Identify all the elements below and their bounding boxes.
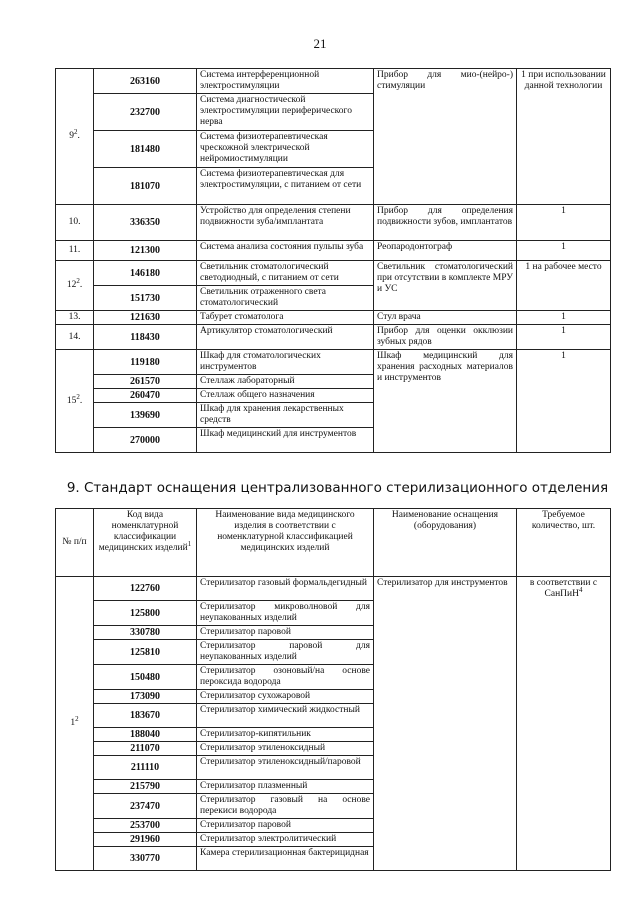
device-name: Устройство для определения степени подвижности зуба/имплантата <box>197 205 374 241</box>
required-quantity: 1 <box>517 325 611 350</box>
classification-code: 181070 <box>94 168 197 205</box>
table-row <box>56 205 611 241</box>
row-number: 13. <box>56 311 94 325</box>
classification-code: 183670 <box>94 704 197 728</box>
page-number: 21 <box>313 36 327 51</box>
classification-code: 263160 <box>94 69 197 94</box>
classification-code: 188040 <box>94 728 197 742</box>
device-name: Система физиотерапевтическая чрескожной электрической нейромиостимуляции <box>197 131 374 168</box>
device-name: Стерилизатор газовый формальдегидный <box>197 577 374 601</box>
row-number: $15^2$. <box>56 350 94 453</box>
classification-code: 125800 <box>94 601 197 626</box>
row-number: 14. <box>56 325 94 350</box>
table-row <box>56 241 611 261</box>
header-num: № п/п <box>56 509 94 577</box>
row-number: $12^2$. <box>56 261 94 311</box>
section-title: 9. Стандарт оснащения централизованного стерилизационного отделения <box>66 480 609 496</box>
device-name: Стерилизатор электролитический <box>197 833 374 847</box>
classification-code: 336350 <box>94 205 197 241</box>
equipment-name: Стерилизатор для инструментов <box>374 577 517 871</box>
device-name: Стеллаж общего назначения <box>197 389 374 403</box>
equipment-name: Реопародонтограф <box>374 241 517 261</box>
table-row <box>56 350 611 375</box>
classification-code: 151730 <box>94 286 197 311</box>
device-name: Система диагностической электростимуляции периферического нерва <box>197 94 374 131</box>
device-name: Светильник отраженного света стоматологический <box>197 286 374 311</box>
device-name: Стерилизатор озоновый/на основе пероксида водорода <box>197 665 374 690</box>
device-name: Светильник стоматологический светодиодный, с питанием от сети <box>197 261 374 286</box>
table-row <box>56 69 611 94</box>
device-name: Система физиотерапевтическая для электростимуляции, с питанием от сети <box>197 168 374 205</box>
device-name: Табурет стоматолога <box>197 311 374 325</box>
device-name: Шкаф для стоматологических инструментов <box>197 350 374 375</box>
equipment-name: Шкаф медицинский для хранения расходных материалов и инструментов <box>374 350 517 453</box>
classification-code: 119180 <box>94 350 197 375</box>
device-name: Система интерференционной электростимуляции <box>197 69 374 94</box>
required-quantity: 1 <box>517 350 611 453</box>
device-name: Стерилизатор этиленоксидный <box>197 742 374 756</box>
device-name: Стерилизатор газовый на основе перекиси водорода <box>197 794 374 819</box>
header-equipment: Наименование оснащения (оборудования) <box>374 509 517 577</box>
classification-code: 260470 <box>94 389 197 403</box>
classification-code: 330780 <box>94 626 197 640</box>
classification-code: 232700 <box>94 94 197 131</box>
device-name: Стеллаж лабораторный <box>197 375 374 389</box>
equipment-table-continued <box>55 68 611 453</box>
required-quantity: 1 <box>517 205 611 241</box>
device-name: Стерилизатор этиленоксидный/паровой <box>197 756 374 780</box>
classification-code: 211110 <box>94 756 197 780</box>
device-name: Камера стерилизационная бактерицидная <box>197 847 374 871</box>
required-quantity: в соответствии с СанПиН$^4$ <box>517 577 611 871</box>
device-name: Стерилизатор химический жидкостный <box>197 704 374 728</box>
classification-code: 330770 <box>94 847 197 871</box>
row-number: 10. <box>56 205 94 241</box>
sterilization-equipment-table <box>55 508 611 871</box>
classification-code: 211070 <box>94 742 197 756</box>
equipment-name: Светильник стоматологический при отсутствии в комплекте МРУ и УС <box>374 261 517 311</box>
header-name: Наименование вида медицинского изделия в соответствии с номенклатурной классификацией медицинских изделий <box>197 509 374 577</box>
classification-code: 173090 <box>94 690 197 704</box>
device-name: Стерилизатор паровой <box>197 626 374 640</box>
classification-code: 270000 <box>94 428 197 453</box>
header-code: Код вида номенклатурной классификации медицинских изделий$^1$ <box>94 509 197 577</box>
classification-code: 261570 <box>94 375 197 389</box>
table-row <box>56 577 611 601</box>
classification-code: 146180 <box>94 261 197 286</box>
classification-code: 181480 <box>94 131 197 168</box>
device-name: Стерилизатор сухожаровой <box>197 690 374 704</box>
classification-code: 150480 <box>94 665 197 690</box>
required-quantity: 1 <box>517 311 611 325</box>
device-name: Стерилизатор плазменный <box>197 780 374 794</box>
device-name: Стерилизатор микроволновой для неупакованных изделий <box>197 601 374 626</box>
classification-code: 125810 <box>94 640 197 665</box>
required-quantity: 1 при использовании данной технологии <box>517 69 611 205</box>
row-number: $1^2$ <box>56 577 94 871</box>
classification-code: 291960 <box>94 833 197 847</box>
classification-code: 122760 <box>94 577 197 601</box>
device-name: Стерилизатор паровой <box>197 819 374 833</box>
classification-code: 139690 <box>94 403 197 428</box>
classification-code: 237470 <box>94 794 197 819</box>
table-row <box>56 261 611 286</box>
table-row <box>56 311 611 325</box>
device-name: Стерилизатор-кипятильник <box>197 728 374 742</box>
device-name: Артикулятор стоматологический <box>197 325 374 350</box>
device-name: Стерилизатор паровой для неупакованных изделий <box>197 640 374 665</box>
classification-code: 121300 <box>94 241 197 261</box>
header-qty: Требуемое количество, шт. <box>517 509 611 577</box>
device-name: Шкаф для хранения лекарственных средств <box>197 403 374 428</box>
required-quantity: 1 <box>517 241 611 261</box>
classification-code: 121630 <box>94 311 197 325</box>
row-number: 11. <box>56 241 94 261</box>
device-name: Система анализа состояния пульпы зуба <box>197 241 374 261</box>
table-header-row <box>56 509 611 577</box>
device-name: Шкаф медицинский для инструментов <box>197 428 374 453</box>
equipment-name: Прибор для мио-(нейро-) стимуляции <box>374 69 517 205</box>
equipment-name: Прибор для оценки окклюзии зубных рядов <box>374 325 517 350</box>
classification-code: 215790 <box>94 780 197 794</box>
classification-code: 118430 <box>94 325 197 350</box>
row-number: $9^2$. <box>56 69 94 205</box>
table-row <box>56 325 611 350</box>
classification-code: 253700 <box>94 819 197 833</box>
equipment-name: Прибор для определения подвижности зубов, имплантатов <box>374 205 517 241</box>
required-quantity: 1 на рабочее место <box>517 261 611 311</box>
equipment-name: Стул врача <box>374 311 517 325</box>
